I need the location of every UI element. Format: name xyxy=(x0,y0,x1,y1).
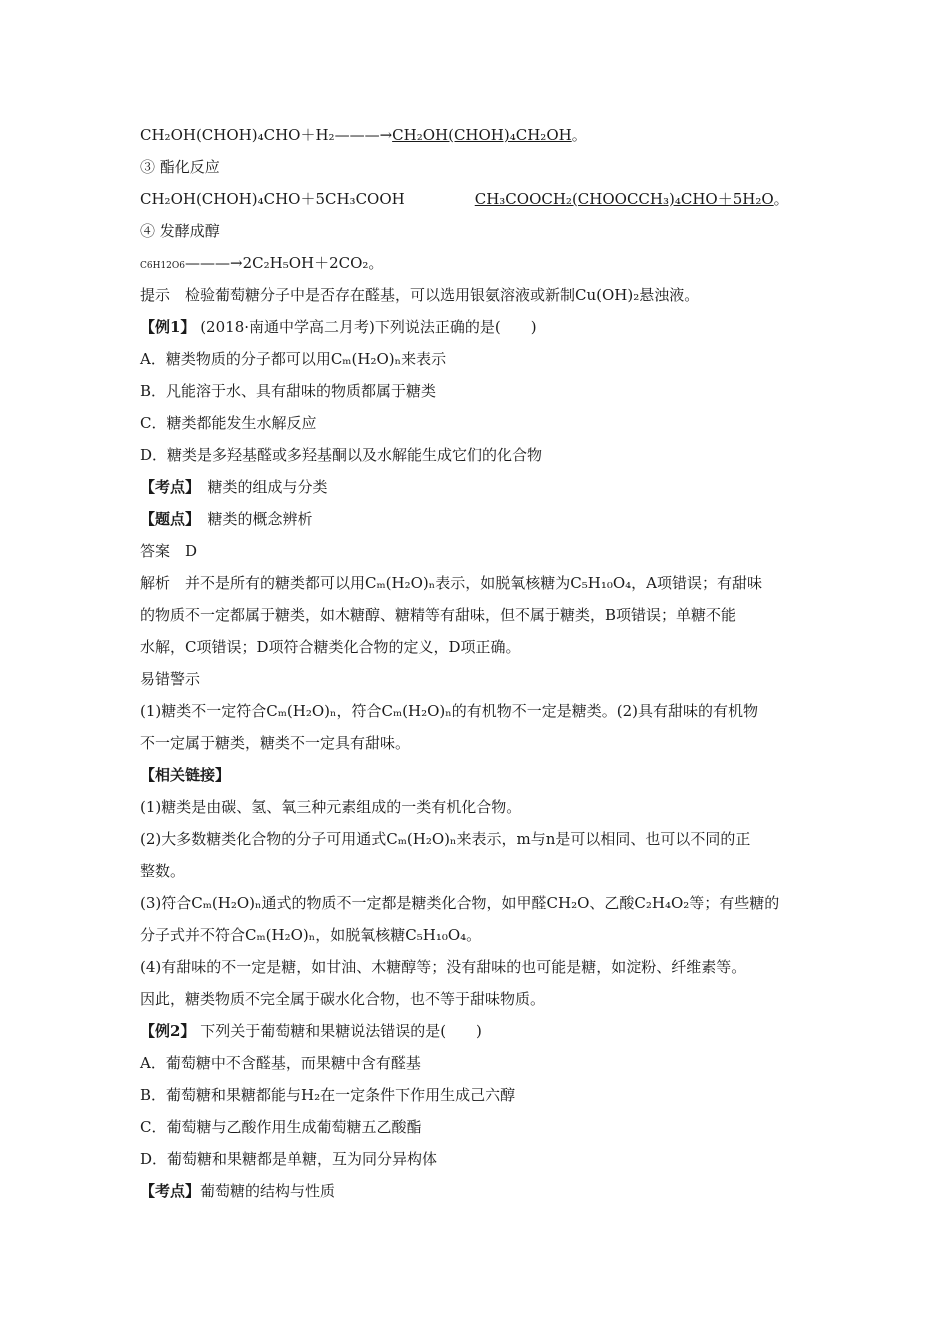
related-item-4-line-2: 因此，糖类物质不完全属于碳水化合物，也不等于甜味物质。 xyxy=(140,990,546,1008)
reactants: CH₂OH(CHOH)₄CHO＋H₂ xyxy=(140,126,335,144)
kaodian-text: 葡萄糖的结构与性质 xyxy=(200,1182,336,1200)
option-d: D．糖类是多羟基醛或多羟基酮以及水解能生成它们的化合物 xyxy=(140,446,543,464)
heading-esterification: ③ 酯化反应 xyxy=(140,158,220,176)
tidian-tag: 【题点】 xyxy=(140,510,193,528)
example-tag: 【例1】 xyxy=(140,318,196,336)
tidian-line xyxy=(140,508,313,530)
related-item-2-line-1: (2)大多数糖类化合物的分子可用通式Cₘ(H₂O)ₙ来表示，m与n是可以相同、也可以不同的正 xyxy=(140,830,751,848)
fermentation-products: ———→2C₂H₅OH＋2CO₂。 xyxy=(185,254,384,272)
hint-paragraph: 提示 检验葡萄糖分子中是否存在醛基，可以选用银氨溶液或新制Cu(OH)₂悬浊液。 xyxy=(140,286,700,304)
example-tag: 【例2】 xyxy=(140,1022,196,1040)
example-2-question xyxy=(140,1020,482,1042)
fermentation-equation xyxy=(140,252,383,277)
related-item-4-line-1: (4)有甜味的不一定是糖，如甘油、木糖醇等；没有甜味的也可能是糖，如淀粉、纤维素等。 xyxy=(140,958,747,976)
reactants: CH₂OH(CHOH)₄CHO＋5CH₃COOH xyxy=(140,190,405,208)
ex2-option-b: B．葡萄糖和果糖都能与H₂在一定条件下作用生成己六醇 xyxy=(140,1086,516,1104)
period: 。 xyxy=(773,190,789,208)
product-underlined: CH₃COOCH₂(CHOOCCH₃)₄CHO＋5H₂O xyxy=(474,190,774,208)
analysis-line-2: 的物质不一定都属于糖类，如木糖醇、糖精等有甜味，但不属于糖类，B项错误；单糖不能 xyxy=(140,606,737,624)
answer-line: 答案 D xyxy=(140,542,198,560)
kaodian-tag: 【考点】 xyxy=(140,478,193,496)
error-warning-line-2: 不一定属于糖类，糖类不一定具有甜味。 xyxy=(140,734,411,752)
related-item-3-line-1: (3)符合Cₘ(H₂O)ₙ通式的物质不一定都是糖类化合物，如甲醛CH₂O、乙酸C₂H₄O₂等；有些糖的 xyxy=(140,894,780,912)
ex2-kaodian-line xyxy=(140,1180,335,1202)
hydrogenation-equation xyxy=(140,124,587,146)
related-links-heading: 【相关链接】 xyxy=(140,766,231,784)
related-item-3-line-2: 分子式并不符合Cₘ(H₂O)ₙ，如脱氧核糖C₅H₁₀O₄。 xyxy=(140,926,482,944)
question-text: 下列关于葡萄糖和果糖说法错误的是( ) xyxy=(195,1022,482,1040)
analysis-line-1: 解析 并不是所有的糖类都可以用Cₘ(H₂O)ₙ表示，如脱氧核糖为C₅H₁₀O₄，A项错误；有甜味 xyxy=(140,574,763,592)
option-c: C．糖类都能发生水解反应 xyxy=(140,414,317,432)
tidian-text: 糖类的概念辨析 xyxy=(192,510,313,528)
related-item-2-line-2: 整数。 xyxy=(140,862,186,880)
error-warning-heading: 易错警示 xyxy=(140,670,201,688)
option-b: B．凡能溶于水、具有甜味的物质都属于糖类 xyxy=(140,382,437,400)
question-text: (2018·南通中学高二月考)下列说法正确的是( ) xyxy=(195,318,537,336)
glucose-formula: C6H12O6 xyxy=(140,261,186,271)
related-item-1: (1)糖类是由碳、氢、氧三种元素组成的一类有机化合物。 xyxy=(140,798,522,816)
error-warning-line-1: (1)糖类不一定符合Cₘ(H₂O)ₙ，符合Cₘ(H₂O)ₙ的有机物不一定是糖类。(2)具有甜味的有机物 xyxy=(140,702,759,720)
ex2-option-d: D．葡萄糖和果糖都是单糖，互为同分异构体 xyxy=(140,1150,438,1168)
kaodian-text: 糖类的组成与分类 xyxy=(192,478,328,496)
example-1-question xyxy=(140,316,537,338)
esterification-equation xyxy=(140,188,789,210)
ex2-option-a: A．葡萄糖中不含醛基，而果糖中含有醛基 xyxy=(140,1054,421,1072)
heading-fermentation: ④ 发酵成醇 xyxy=(140,222,220,240)
product-underlined: CH₂OH(CHOH)₄CH₂OH xyxy=(392,126,572,144)
analysis-line-3: 水解，C项错误；D项符合糖类化合物的定义，D项正确。 xyxy=(140,638,521,656)
ex2-option-c: C．葡萄糖与乙酸作用生成葡萄糖五乙酸酯 xyxy=(140,1118,422,1136)
reaction-arrow: ———→ xyxy=(334,126,393,144)
period: 。 xyxy=(571,126,587,144)
kaodian-tag: 【考点】 xyxy=(140,1182,201,1200)
option-a: A．糖类物质的分子都可以用Cₘ(H₂O)ₙ来表示 xyxy=(140,350,447,368)
kaodian-line xyxy=(140,476,328,498)
